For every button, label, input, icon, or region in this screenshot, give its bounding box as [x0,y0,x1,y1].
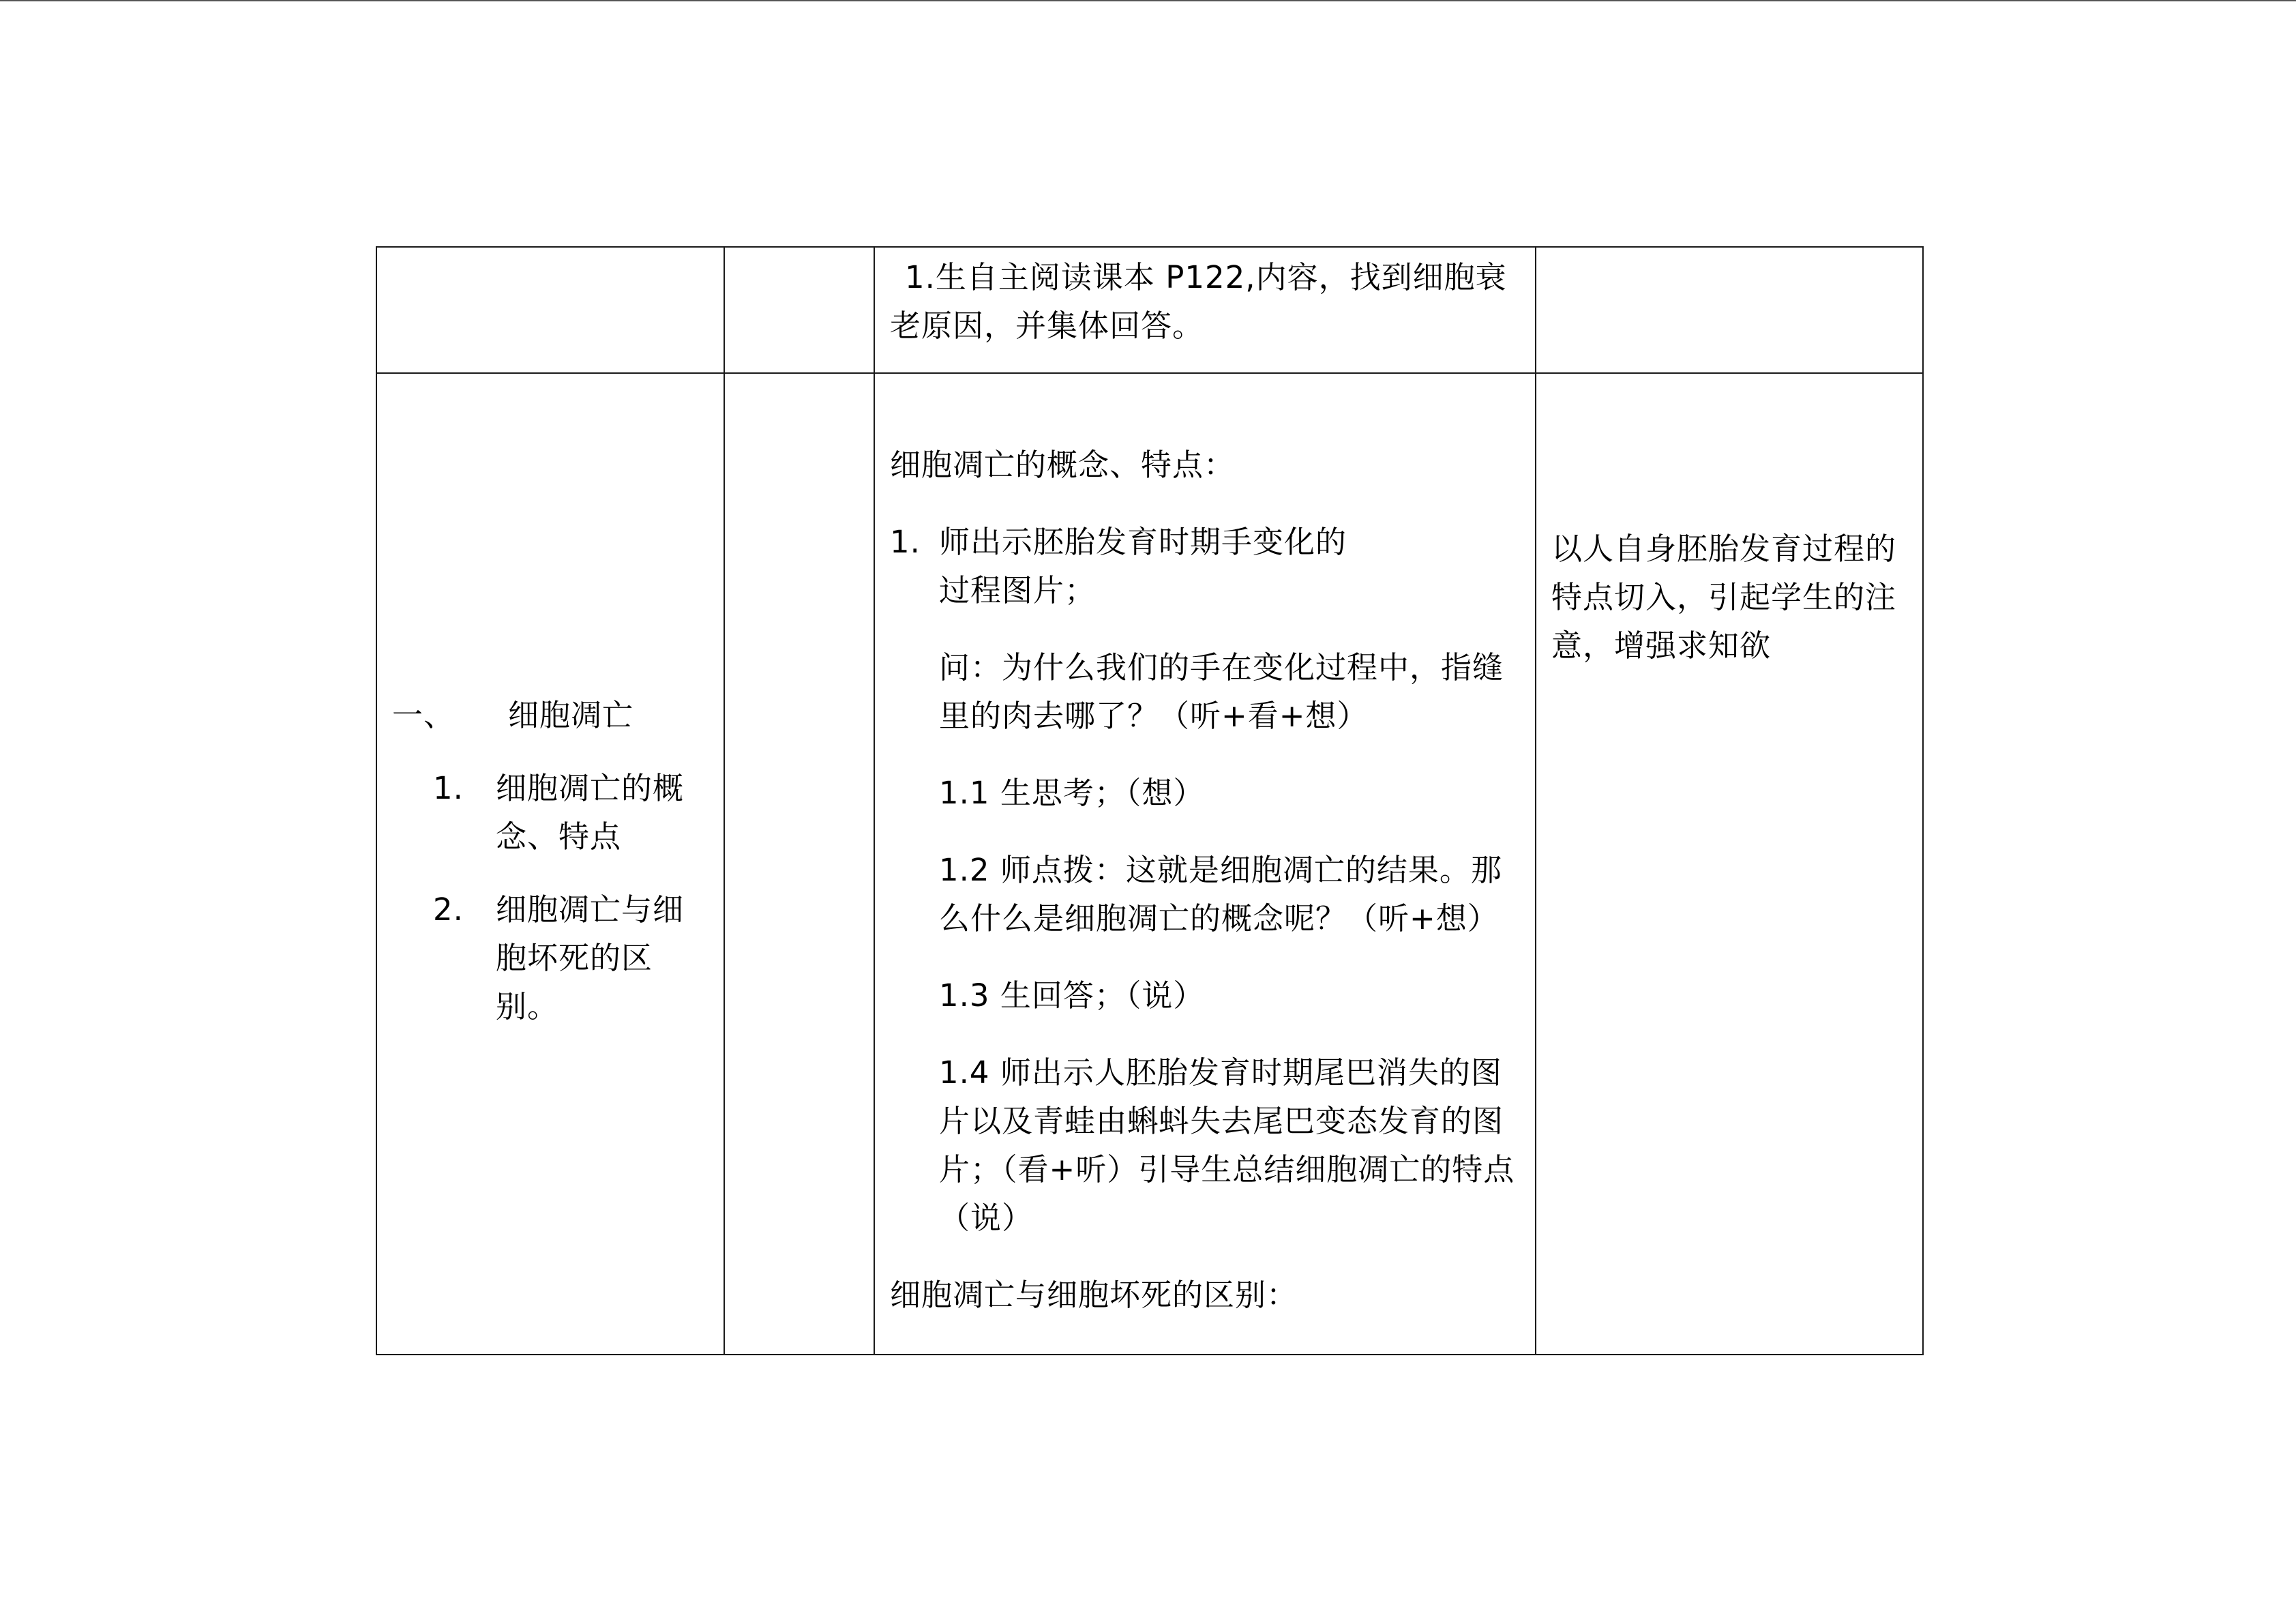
table-row [376,373,1923,1355]
substep-text: 1.1 生思考；（想） [939,775,1205,811]
substep-text: 1.2 师点拨：这就是细胞凋亡的结果。那么什么是细胞凋亡的概念呢？（听+想） [939,852,1502,936]
activity-text: 1.生自主阅读课本 P122,内容，找到细胞衰老原因，并集体回答。 [890,259,1507,344]
method-cell [724,373,874,1355]
activity-cell [874,247,1536,373]
substep-text: 1.4 师出示人胚胎发育时期尾巴消失的图片以及青蛙由蝌蚪失去尾巴变态发育的图片；（看+听）引导生总结细胞凋亡的特点（说） [939,1054,1515,1236]
outline-heading-number: 一、 [392,697,456,733]
activity-cell [874,373,1536,1355]
step-number: 1. [890,524,921,560]
outline-item-number: 1. [433,770,464,806]
section-title: 细胞凋亡与细胞坏死的区别： [890,1277,1298,1313]
substep-text: 1.3 生回答；（说） [939,977,1205,1014]
outline-heading [392,691,719,739]
table-row [376,247,1923,373]
section-title: 细胞凋亡的概念、特点： [890,447,1236,483]
step-text: 师出示胚胎发育时期手变化的过程图片； [939,524,1347,608]
question-text: 问：为什么我们的手在变化过程中，指缝里的肉去哪了？（听+看+想） [939,649,1504,734]
outline-heading-text: 细胞凋亡 [508,697,634,733]
intent-cell [1536,247,1923,373]
lesson-plan-table [376,246,1924,1355]
outline-list [392,764,719,1031]
outline-item [392,885,719,1031]
activity-content [890,441,1527,1348]
outline-item-text: 细胞凋亡与细胞坏死的区别。 [496,891,685,1024]
content-outline [392,691,719,1055]
outline-item [392,764,719,861]
step-item [890,518,1527,615]
intent-cell [1536,373,1923,1355]
content-cell [376,373,724,1355]
outline-item-number: 2. [433,891,464,928]
outline-item-text: 细胞凋亡的概念、特点 [496,770,685,855]
content-cell [376,247,724,373]
page-top-border [0,0,2296,1]
design-intent-text: 以人自身胚胎发育过程的特点切入，引起学生的注意，增强求知欲 [1551,531,1897,664]
method-cell [724,247,874,373]
